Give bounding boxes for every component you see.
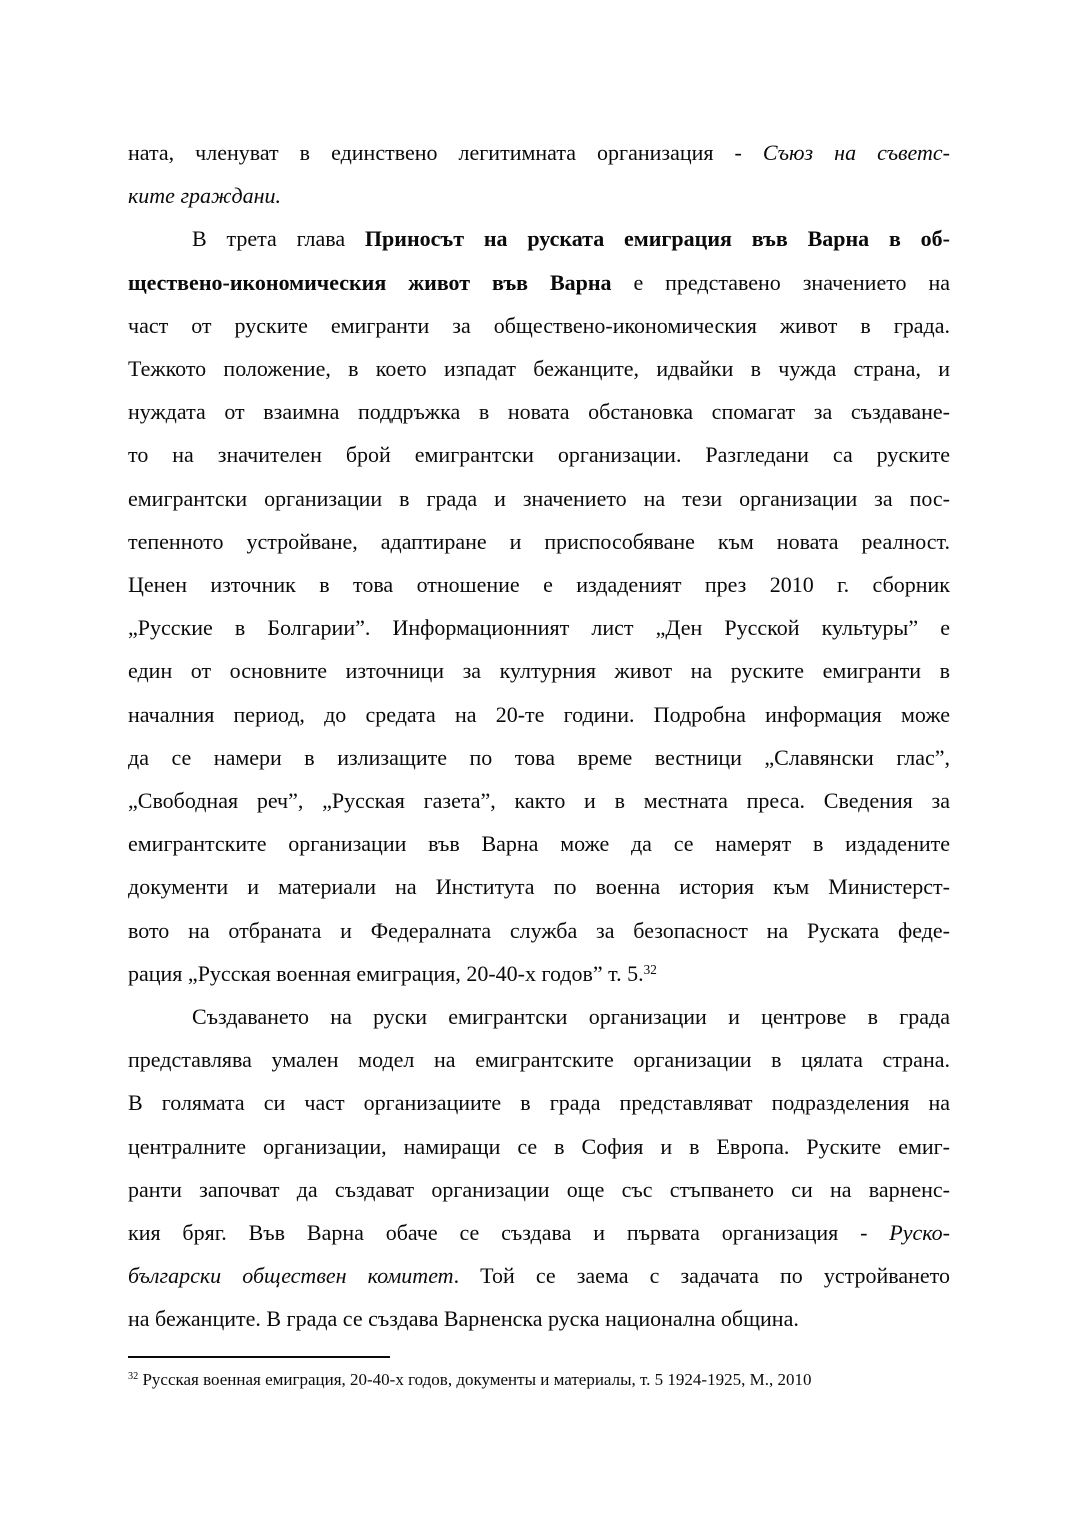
text-segment: български обществен комитет	[128, 1263, 454, 1289]
text-line	[128, 909, 950, 952]
text-segment: документи и материали на Института по военна история към Министерст-	[128, 874, 950, 900]
text-segment: един от основните източници за културния живот на руските емигранти в	[128, 658, 950, 684]
text-line	[128, 822, 950, 865]
text-line	[128, 606, 950, 649]
text-line	[128, 736, 950, 779]
text-line	[128, 649, 950, 692]
text-line	[128, 1211, 950, 1254]
footnote-rule	[128, 1356, 390, 1358]
text-segment: . Той се заема с задачата по устройването	[453, 1263, 951, 1289]
text-line	[128, 563, 950, 606]
text-segment: Руско-	[889, 1220, 950, 1246]
text-segment: то на значителен брой емигрантски организации. Разгледани са руските	[128, 442, 950, 468]
text-segment: Създаването на руски емигрантски организации и центрове в града	[192, 1004, 950, 1030]
text-line	[128, 520, 950, 563]
text-line	[128, 865, 950, 908]
text-line	[128, 261, 950, 304]
text-segment: кия бряг. Във Варна обаче се създава и първата организация -	[128, 1220, 890, 1246]
text-segment: да се намери в излизащите по това време вестници „Славянски глас”,	[128, 744, 950, 770]
footnote-reference: 32	[643, 961, 657, 977]
footnote-marker: 32	[128, 1371, 139, 1383]
text-segment: емигрантски организации в града и значението на тези организации за пос-	[128, 485, 950, 511]
paragraph	[128, 217, 950, 995]
text-segment: на бежанците. В града се създава Варненска руска национална община.	[128, 1306, 799, 1332]
text-segment: „Русские в Болгарии”. Информационният лист „Ден Русской культуры” е	[128, 615, 950, 641]
text-segment: е представено значението на	[611, 269, 951, 295]
text-segment: Приносът на руската емиграция във Варна в об-	[364, 226, 950, 252]
text-line	[128, 1168, 950, 1211]
text-line	[128, 1297, 950, 1340]
text-segment: част от руските емигранти за обществено-икономическия живот в града.	[128, 312, 950, 338]
text-line	[128, 1081, 950, 1124]
text-line	[128, 217, 950, 260]
text-line	[128, 477, 950, 520]
text-segment: емигрантските организации във Варна може да се намерят в издадените	[128, 831, 950, 857]
text-line	[128, 1125, 950, 1168]
text-segment: ките граждани.	[128, 183, 282, 209]
text-segment: Съюз на съветс-	[762, 140, 950, 165]
text-segment: началния период, до средата на 20-те години. Подробна информация може	[128, 701, 950, 727]
paragraph	[128, 131, 950, 217]
text-line	[128, 1038, 950, 1081]
text-segment: тепенното устройване, адаптиране и приспособяване към новата реалност.	[128, 528, 950, 554]
text-segment: централните организации, намиращи се в София и в Европа. Руските емиг-	[128, 1133, 950, 1159]
text-line	[128, 347, 950, 390]
footnote	[128, 1367, 950, 1392]
text-segment: Ценен източник в това отношение е издаденият през 2010 г. сборник	[128, 572, 950, 598]
text-line	[128, 390, 950, 433]
text-line	[128, 131, 950, 174]
text-line	[128, 995, 950, 1038]
text-line	[128, 693, 950, 736]
text-segment: Тежкото положение, в което изпадат бежанците, идвайки в чужда страна, и	[128, 356, 950, 382]
text-line	[128, 952, 950, 995]
text-segment: вото на отбраната и Федералната служба за безопасност на Руската феде-	[128, 917, 950, 943]
text-segment: представлява умален модел на емигрантските организации в цялата страна.	[128, 1047, 950, 1073]
text-line	[128, 174, 950, 217]
text-line	[128, 433, 950, 476]
text-segment: „Свободная реч”, „Русская газета”, както и в местната преса. Сведения за	[128, 788, 950, 814]
text-segment: рация „Русская военная емиграция, 20-40-х годов” т. 5.	[128, 960, 644, 986]
text-segment: нуждата от взаимна поддръжка в новата обстановка спомагат за създаване-	[128, 399, 950, 425]
text-segment: В голямата си част организациите в града представляват подразделения на	[128, 1090, 950, 1116]
footnote-text: Русская военная емиграция, 20-40-х годов, документы и материалы, т. 5 1924-1925, М., 2010	[138, 1369, 812, 1389]
text-line	[128, 1254, 950, 1297]
text-segment: ната, членуват в единствено легитимната организация -	[128, 140, 763, 165]
document-body	[128, 131, 950, 1341]
text-segment: В трета глава	[192, 226, 365, 252]
text-segment: ществено-икономическия живот във Варна	[128, 269, 612, 295]
text-line	[128, 304, 950, 347]
text-line	[128, 779, 950, 822]
paragraph	[128, 995, 950, 1341]
text-segment: ранти започват да създават организации още със стъпването си на варненс-	[128, 1176, 950, 1202]
